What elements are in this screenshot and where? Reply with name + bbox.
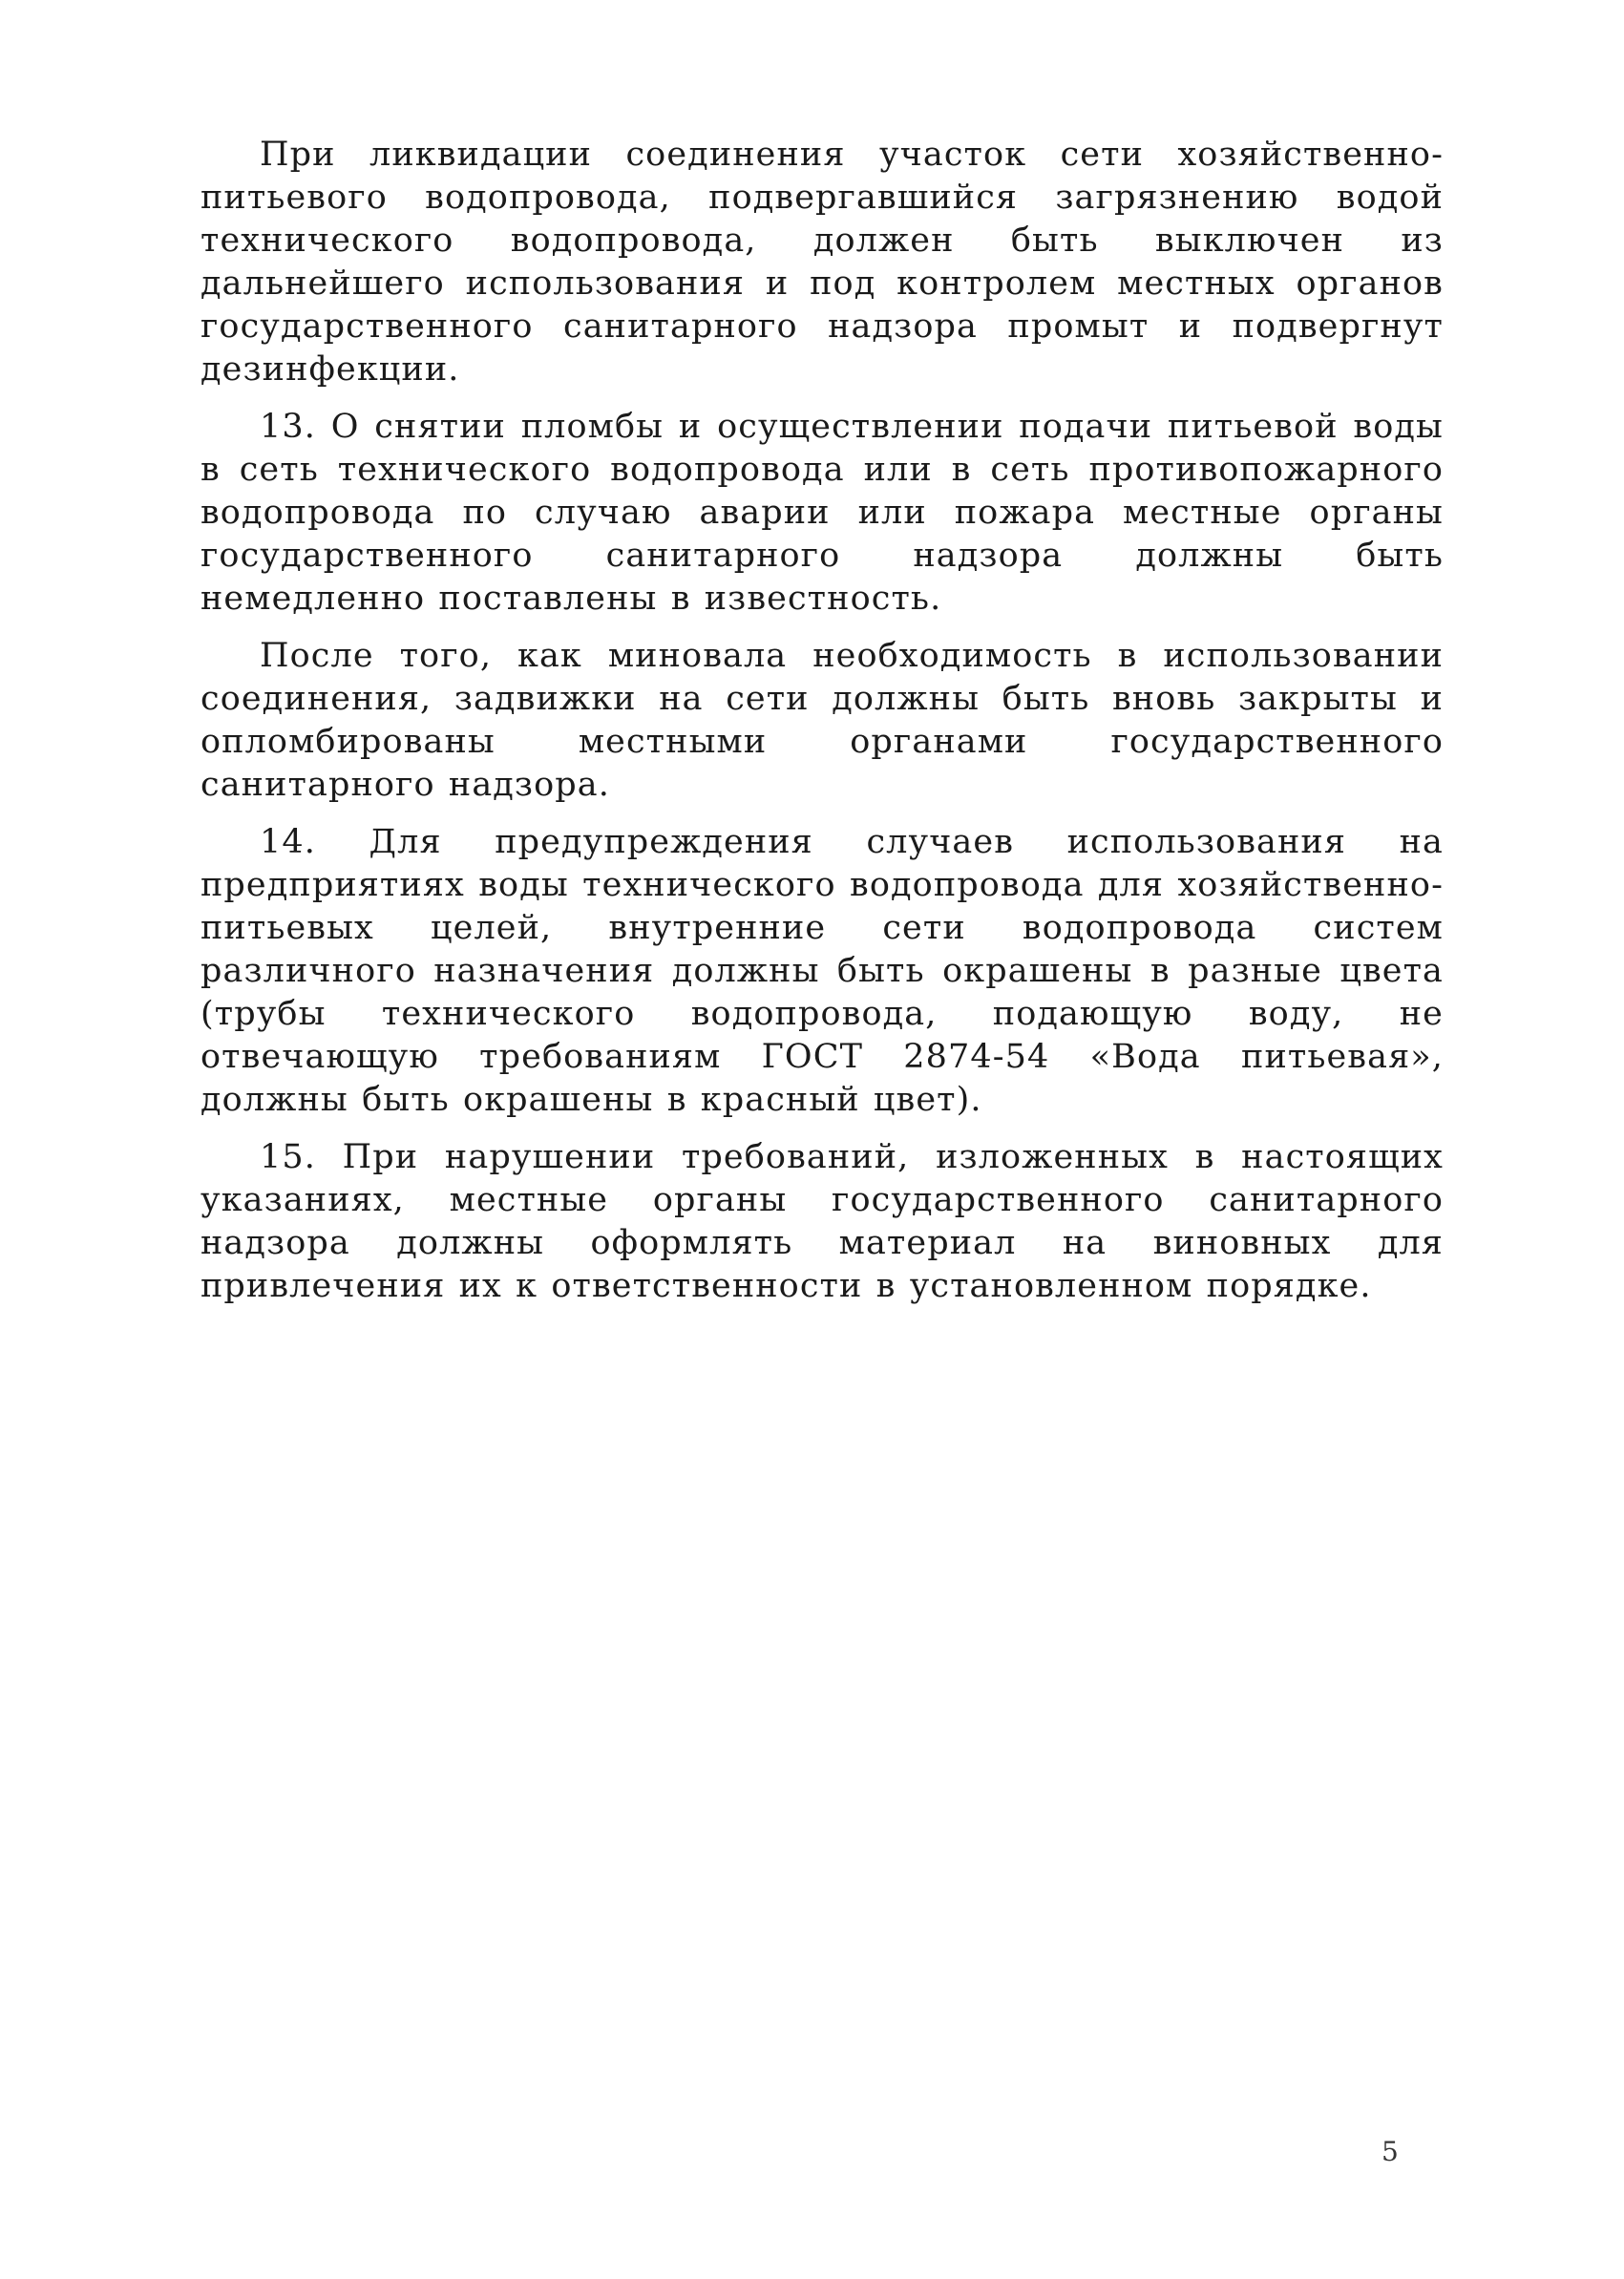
page-number: 5 [1381,2136,1399,2167]
paragraph-13: 13. О снятии пломбы и осуществлении подачи питьевой воды в сеть технического водопровода или в сеть противопожарного водопровода по случаю аварии или пожара местные органы государственного санитарного надзора должны быть немедленно поставлены в известность. [200,408,1444,618]
paragraph-liquidation: При ликвидации соединения участок сети хозяйственно-питьевого водопровода, подвергавшийся загрязнению водой технического водопровода, должен быть выключен из дальнейшего использования и под контролем местных органов государственного санитарного надзора промыт и подвергнут дезинфекции. [200,136,1444,389]
paragraph-14: 14. Для предупреждения случаев использования на предприятиях воды технического водопровода для хозяйственно-питьевых целей, внутренние сети водопровода систем различного назначения должны быть окрашены в разные цвета (трубы технического водопровода, подающую воду, не отвечающую требованиям ГОСТ 2874-54 «Вода питьевая», должны быть окрашены в красный цвет). [200,823,1444,1119]
paragraph-after-use: После того, как миновала необходимость в использовании соединения, задвижки на сети должны быть вновь закрыты и опломбированы местными органами государственного санитарного надзора. [200,637,1444,804]
document-body [200,134,1444,1322]
paragraph-15: 15. При нарушении требований, изложенных в настоящих указаниях, местные органы государственного санитарного надзора должны оформлять материал на виновных для привлечения их к ответственности в установленном порядке. [200,1138,1444,1305]
